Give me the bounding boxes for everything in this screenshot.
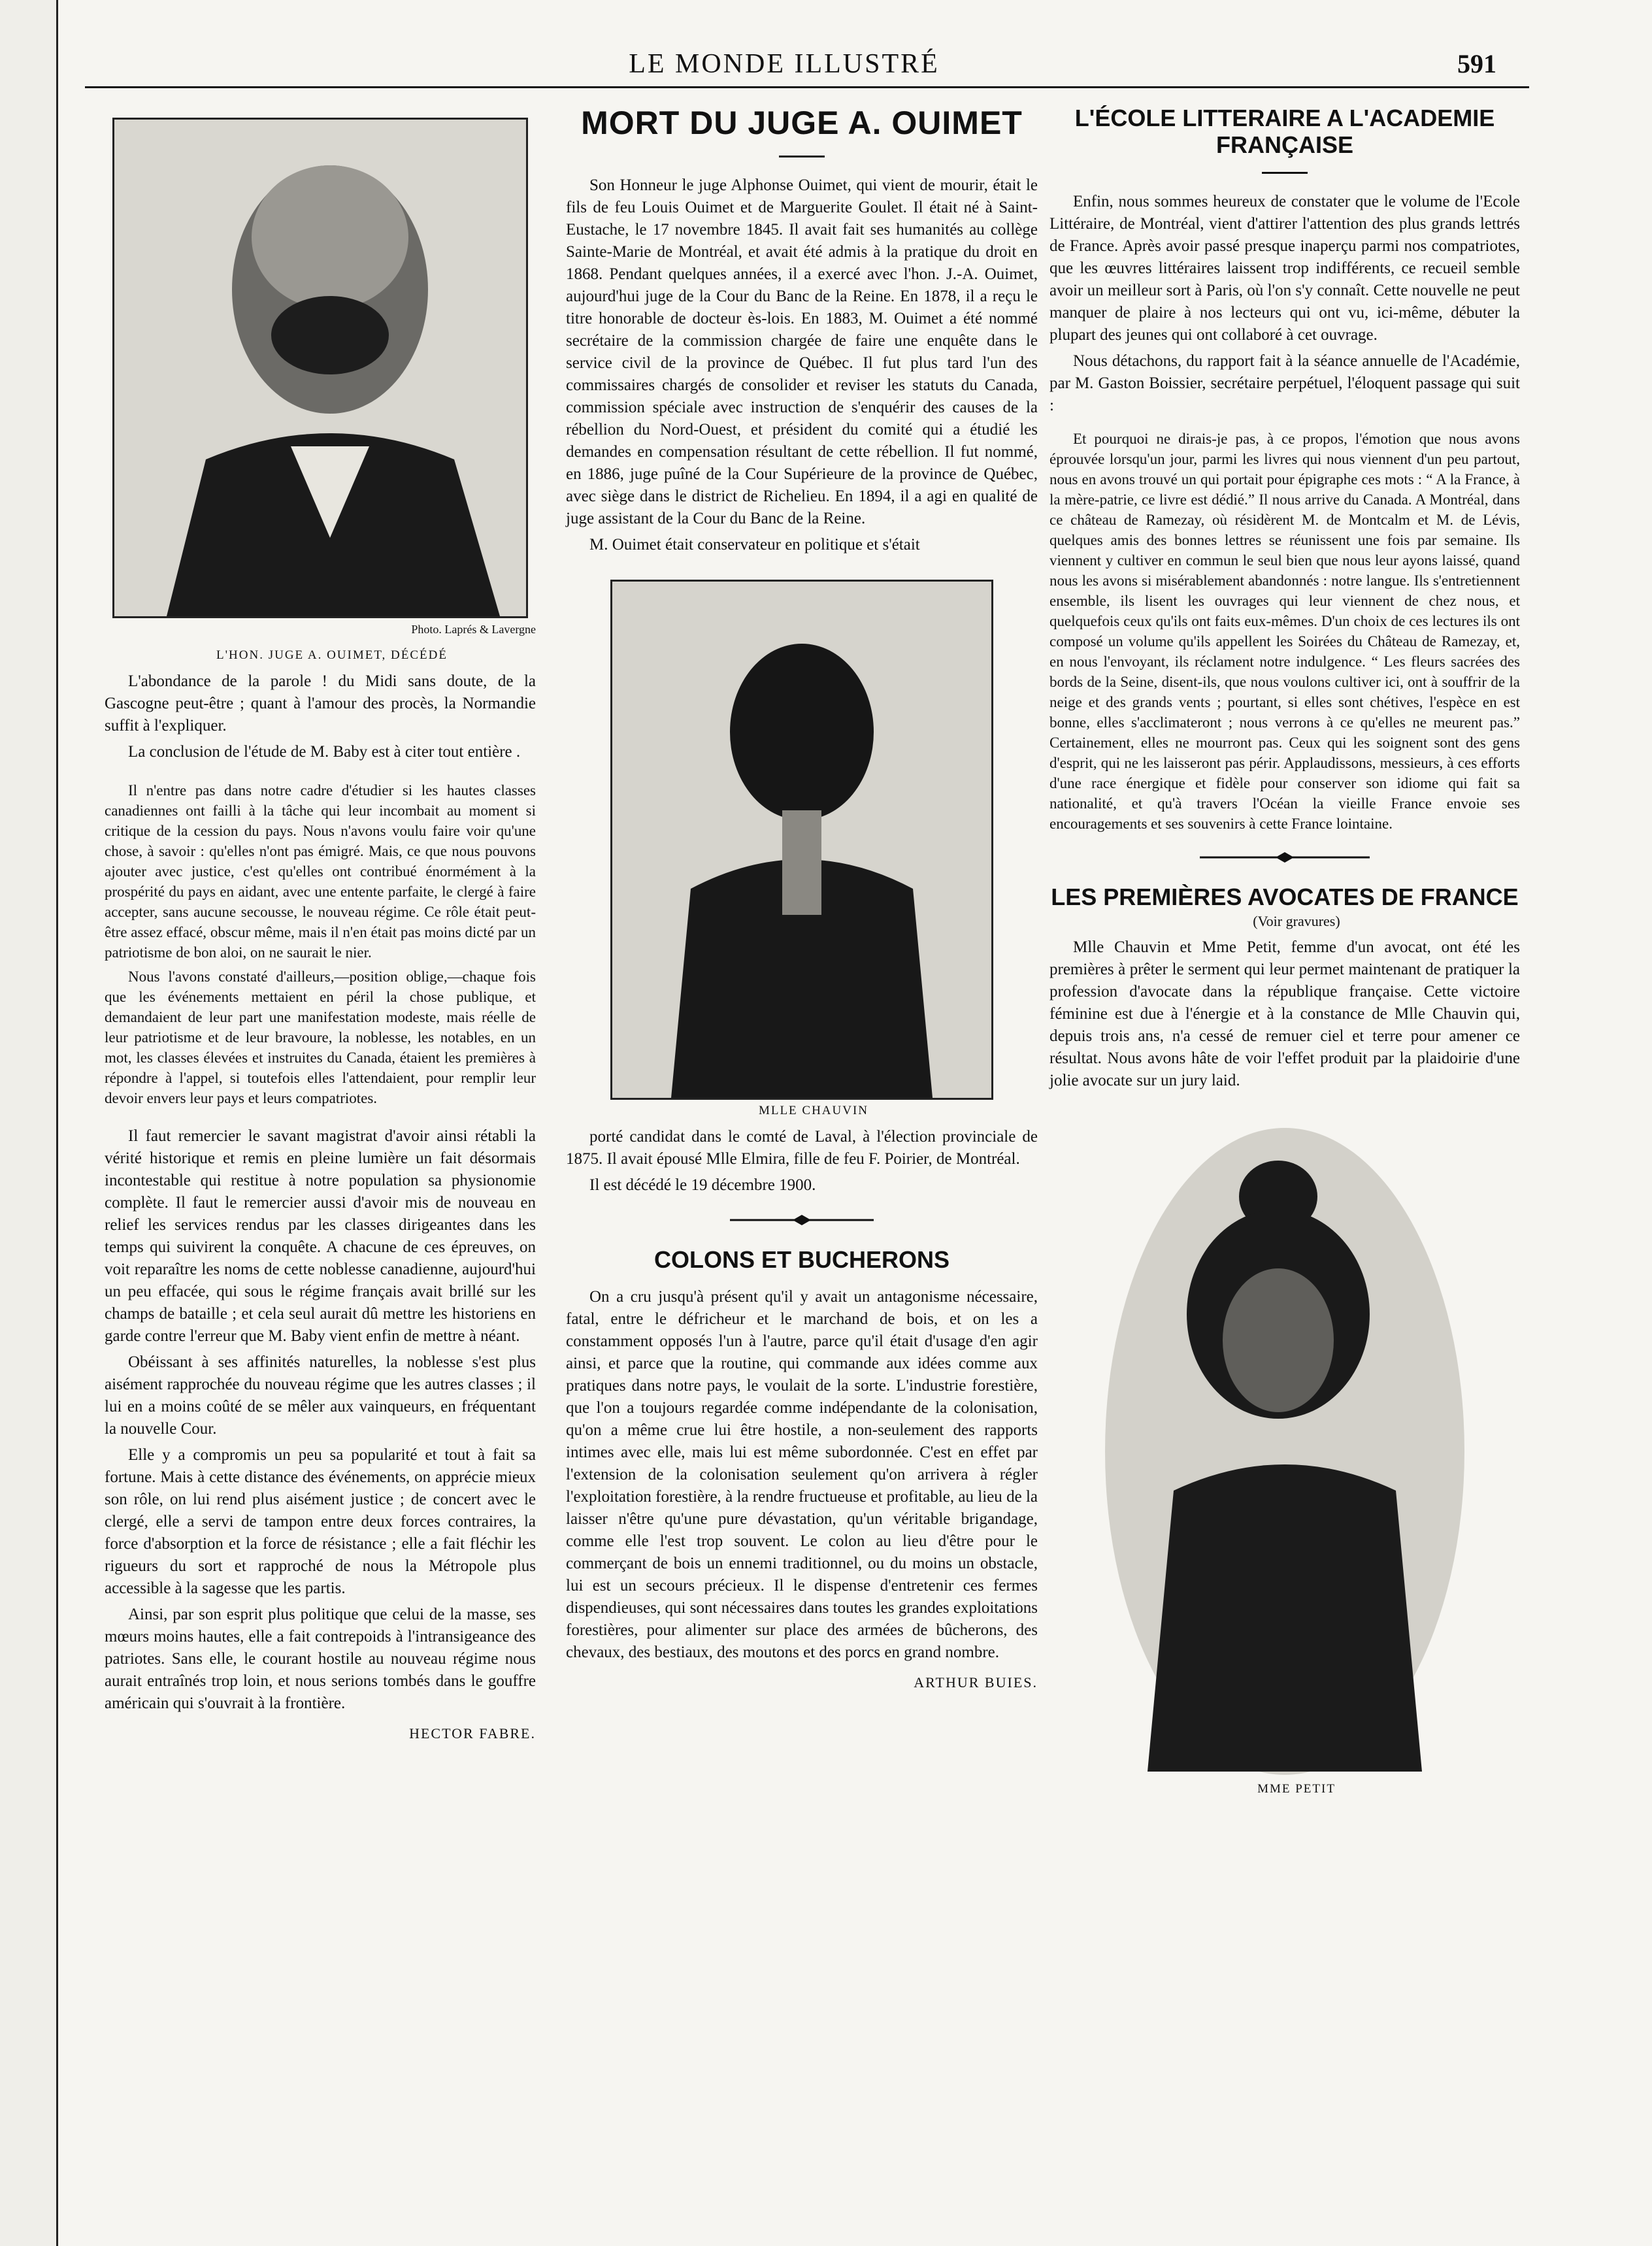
column-left: [105, 105, 536, 1745]
portrait-illustration: [114, 120, 526, 616]
article-headline: L'ÉCOLE LITTERAIRE A L'ACADEMIE FRANÇAISE: [1074, 105, 1495, 159]
paragraph: L'abondance de la parole ! du Midi sans doute, de la Gascogne peut-être ; quant à l'amour des procès, la Normandie suffit à l'expliquer.: [105, 672, 536, 735]
article-headline: MORT DU JUGE A. OUIMET: [581, 105, 1023, 141]
paragraph: Ainsi, par son esprit plus politique que celui de la masse, ses mœurs moins hautes, elle a fait contrepoids à l'intransigeance des patriotes. Sans elle, le courant hostile au nouveau régime nous aurait entraînés trop loin, et nous serions tombés dans le gouffre américain qui s'ouvrait à la frontière.: [105, 1606, 536, 1712]
article-headline: LES PREMIÈRES AVOCATES DE FRANCE: [1051, 883, 1519, 910]
masthead-title: LE MONDE ILLUSTRÉ: [629, 49, 940, 79]
section-ornament: [1200, 851, 1370, 864]
paragraph: Il est décédé le 19 décembre 1900.: [589, 1176, 816, 1194]
headline-rule: [1262, 172, 1308, 174]
portrait-juge-ouimet: [112, 118, 528, 618]
quote-paragraph: Il n'entre pas dans notre cadre d'étudier si les hautes classes canadiennes ont failli à la tâche qui leur incombait au moment si critique de la cession du pays. Nous n'avons voulu faire voir qu'une chose, à savoir : qu'elles n'ont pas émigré. Mais, ce que nous pouvons ajouter avec justice, c'est qu'elles ont contribué énormément à la prospérité du pays en aidant, avec une entente parfaite, le clergé à faire accepter, sans aucune secousse, le nouveau régime. Ce rôle était peut-être assez effacé, obscur même, mais il n'en était pas moins dicté par un patriotisme de bon aloi, on ne saurait le nier.: [105, 782, 536, 961]
portrait-illustration: [1102, 1125, 1468, 1778]
column-middle: [566, 105, 1038, 1694]
section-ornament: [730, 1214, 874, 1227]
paragraph: Nous détachons, du rapport fait à la séance annuelle de l'Académie, par M. Gaston Boissier, secrétaire perpétuel, l'éloquent passage qui suit :: [1049, 352, 1520, 414]
signature: ARTHUR BUIES.: [914, 1674, 1038, 1691]
paragraph: Enfin, nous sommes heureux de constater que le volume de l'Ecole Littéraire, de Montréal, vient d'attirer l'attention des plus grands lettrés de France. Après avoir passé presque inaperçu parmi nos compatriotes, que les œuvres littéraires laissent trop indifférents, ce recueil semble avoir un meilleur sort à Paris, où l'on s'y connaît. Cette nouvelle ne peut manquer de plaire à nos lecteurs qui ont vu, ici-même, débuter la plupart des jeunes qui ont collaboré à cet ouvrage.: [1049, 192, 1520, 344]
paragraph: Mlle Chauvin et Mme Petit, femme d'un avocat, ont été les premières à prêter le serment qui leur permet maintenant de pratiquer la profession d'avocate dans la république française. Cette victoire féminine est due à l'énergie et à la constance de Mlle Chauvin qui, depuis trois ans, n'a cessé de remuer ciel et terre pour amener ce résultat. Nous avons hâte de voir l'effet produit par la plaidoirie d'une jolie avocate sur un jury laid.: [1049, 938, 1520, 1090]
article-subhead: (Voir gravures): [1253, 913, 1340, 930]
headline-rule: [779, 156, 825, 157]
paragraph: Il faut remercier le savant magistrat d'avoir ainsi rétabli la vérité historique et remis en pleine lumière un fait désormais incontestable qui restitue à notre population sa physionomie complète. Il faut le remercier aussi d'avoir mis de nouveau en relief les services rendus par les classes dirigeantes dans les temps qui suivirent la conquête. A chacune de ces épreuves, on voit reparaître les noms de cette noblesse canadienne, aujourd'hui un peu effacée, qui sous le régime français avait brillé sur les champs de bataille ; et cela seul aurait dû mettre les historiens en garde contre l'erreur que M. Baby vient enfin de mettre à néant.: [105, 1127, 536, 1345]
header-rule: [85, 86, 1529, 88]
paragraph: Son Honneur le juge Alphonse Ouimet, qui vient de mourir, était le fils de feu Louis Ouimet et de Marguerite Goulet. Il était né à Saint-Eustache, le 17 novembre 1845. Il avait fait ses humanités au collège Sainte-Marie de Montréal, et avait été admis à la pratique du droit en 1868. Pendant quelques années, il a exercé avec l'hon. J.-A. Ouimet, aujourd'hui juge de la Cour du Banc de la Reine. En 1878, il a reçu le titre honorable de docteur ès-lois. En 1883, M. Ouimet a été nommé secrétaire de la commission chargée de faire une enquête dans le service civil de la province de Québec. Il fut plus tard l'un des commissaires chargés de consolider et reviser les statuts du Canada, commission spéciale avec instruction de s'enquérir des causes de la rébellion du Nord-Ouest, et président du comité qui a étudié les demandes en compensation résultant de cette rébellion. Il fut nommé, en 1886, juge puîné de la Cour Supérieure de la province de Québec, avec siège dans le district de Richelieu. En 1894, il a agi en qualité de juge assistant de la Cour du Banc de la Reine.: [566, 176, 1038, 527]
photo-caption: L'HON. JUGE A. OUIMET, DÉCÉDÉ: [216, 648, 448, 662]
quote-paragraph: Et pourquoi ne dirais-je pas, à ce propos, l'émotion que nous avons éprouvée lorsqu'un jour, parmi les livres qui nous viennent d'un peu partout, nous en avons trouvé un qui portait pour épigraphe ces mots : “ A la France, à la mère-patrie, ce livre est dédié.” Il nous arrive du Canada. A Montréal, dans ce château de Ramezay, où résidèrent M. de Montcalm et M. de Lévis, quelques amis des bonnes lettres se réunissent une fois par semaine. Ils viennent y cultiver en commun le seul bien que nous leur ayons laissé, quand nous les avons si misérablement abandonnés : notre langue. Ils s'entretiennent ensemble, ils lisent les ouvrages qui leur viennent de chez nous, et quelquefois ceux qu'ils ont faits eux-mêmes. D'un choix de ces lectures ils ont composé un volume qu'ils appellent les Soirées du Château de Ramezay, et, en nous l'envoyant, ils réclament notre indulgence. “ Les fleurs sacrées des bords de la Seine, disent-ils, que nous voulons cultiver ici, ont à souffrir de la neige et des grands vents ; pourtant, si elles sont chétives, l'espèce en est bonne, elles s'acclimateront ; nous verrons à ce qu'elles ne meurent pas.” Certainement, elles ne mourront pas. Ceux qui les soignent sont des gens d'esprit, qui ne les laisseront pas périr. Applaudissons, messieurs, à ces efforts d'une race énergique et fidèle pour conserver son idiome qui fait sa nationalité, et qu'à travers l'Océan la vieille France envoie ses encouragements et ses souvenirs à cette France lointaine.: [1049, 430, 1520, 832]
paragraph: M. Ouimet était conservateur en politique et s'était: [589, 535, 920, 553]
portrait-mme-petit: [1102, 1125, 1468, 1778]
photo-caption: MLLE CHAUVIN: [758, 1103, 869, 1117]
paragraph: Elle y a compromis un peu sa popularité et tout à fait sa fortune. Mais à cette distance des événements, on apprécie mieux son rôle, on lui rend plus aisément justice ; de concert avec le clergé, elle a servi de tampon entre deux forces contraires, la force d'absorption et la force de résistance ; elle a fait fléchir les rigueurs du sort et rapproché de nous la Métropole plus accessible à la sagesse que les partis.: [105, 1446, 536, 1597]
quote-paragraph: Nous l'avons constaté d'ailleurs,—position oblige,—chaque fois que les événements mettaient en péril la chose publique, et demandaient de leur part une manifestation modeste, mais réelle de leur patriotisme et de leur bravoure, la noblesse, les notables, en un mot, les classes élevées et instruites du Canada, étaient les premières à répondre à l'appel, si toutefois elles l'attendaient, pour remplir leur devoir envers leur pays et leurs compatriotes.: [105, 968, 536, 1106]
article-headline: COLONS ET BUCHERONS: [653, 1246, 950, 1273]
page-number: 591: [1457, 49, 1496, 78]
signature: HECTOR FABRE.: [409, 1725, 536, 1742]
photo-credit: Photo. Laprés & Lavergne: [411, 623, 536, 636]
photo-caption: MME PETIT: [1257, 1782, 1336, 1796]
adjacent-page-edge: [0, 0, 58, 2246]
column-right: [1049, 105, 1520, 1804]
paragraph: porté candidat dans le comté de Laval, à l'élection provinciale de 1875. Il avait épousé Mlle Elmira, fille de feu F. Poirier, de Montréal.: [566, 1127, 1038, 1168]
paragraph: Obéissant à ses affinités naturelles, la noblesse s'est plus aisément rapprochée du nouveau régime que les autres classes ; il lui en a moins coûté de se mêler aux vainqueurs, en fréquentant la nouvelle Cour.: [105, 1353, 536, 1438]
portrait-illustration: [612, 582, 991, 1098]
paragraph: On a cru jusqu'à présent qu'il y avait un antagonisme nécessaire, fatal, entre le défricheur et le marchand de bois, et on les a constamment opposés l'un à l'autre, parce qu'il était d'usage d'en agir ainsi, et parce que la routine, qui commande aux idées comme aux pratiques dans notre pays, le voulait de la sorte. L'industrie forestière, que l'on a toujours regardée comme indépendante de la colonisation, qu'on a même crue lui être hostile, a non-seulement des rapports intimes avec elle, mais lui est même subordonnée. C'est en effet par l'extension de la colonisation seulement qu'on arrivera à régler l'exploitation forestière, à la rendre fructueuse et profitable, au lieu de la laisser n'être qu'une pure dévastation, qu'un véritable brigandage, comme elle l'est trop souvent. Le colon au lieu d'être pour le commerçant de bois un ennemi traditionnel, ou du moins un obstacle, lui est un secours précieux. Il le dispense d'entretenir ces fermes dispendieuses, qui sont nécessaires dans toutes les grandes exploitations forestières, pour alimenter sur place des armées de bûcherons, des chevaux, des bestiaux, des moutons et des porcs en grand nombre.: [566, 1287, 1038, 1661]
portrait-mlle-chauvin: [610, 580, 993, 1100]
paragraph: La conclusion de l'étude de M. Baby est à citer tout entière .: [128, 743, 521, 761]
